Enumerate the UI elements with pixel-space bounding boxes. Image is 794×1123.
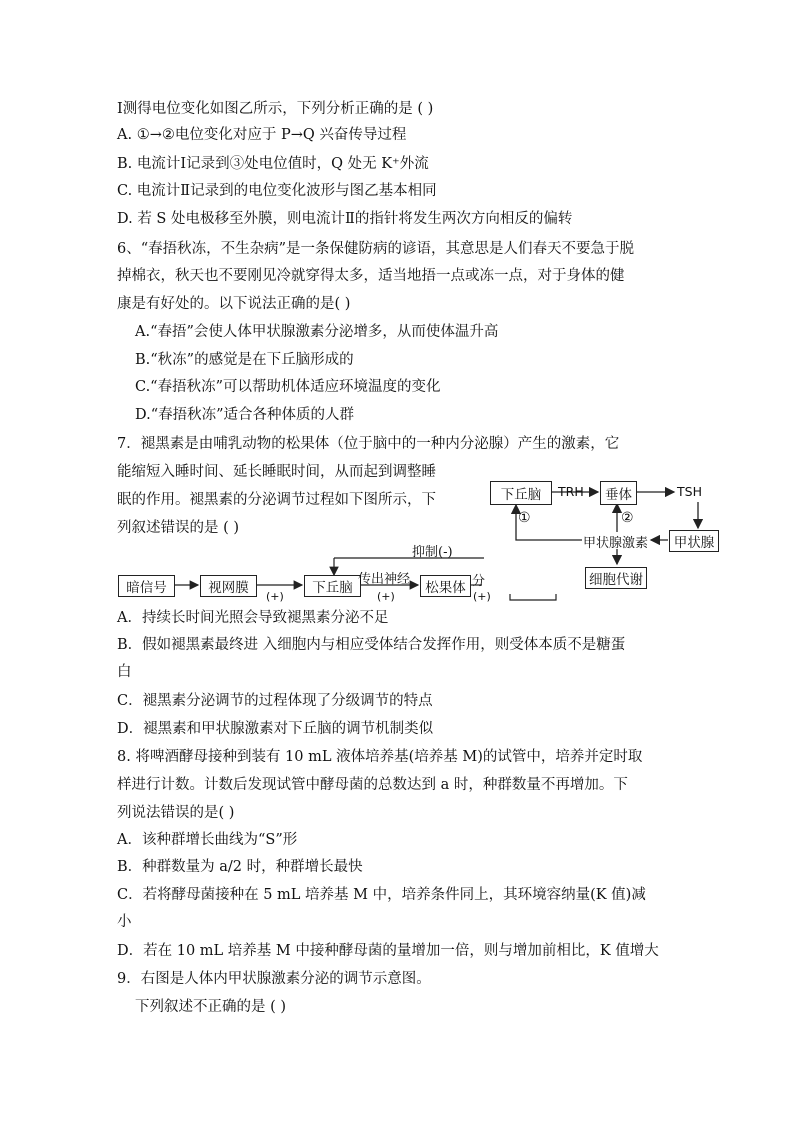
label-circle-1: ①: [518, 510, 531, 526]
question-8-stem: 8. 将啤酒酵母接种到装有 10 mL 液体培养基(培养基 M)的试管中，培养并定时取: [117, 749, 643, 765]
box-thyroid: 甲状腺: [669, 530, 719, 552]
option-d-line: D. 若 S 处电极移至外膜，则电流计Ⅱ的指针将发生两次方向相反的偏转: [117, 211, 573, 227]
question-7-stem: 7．褪黑素是由哺乳动物的松果体（位于脑中的一种内分泌腺）产生的激素，它: [117, 436, 620, 452]
q8-option-c-cont: 小: [117, 914, 132, 930]
box-hypothalamus: 下丘脑: [490, 481, 552, 505]
q8-option-a: A．该种群增长曲线为“S”形: [117, 832, 298, 848]
label-plus-2: (+): [377, 590, 395, 603]
question-9-stem: 9．右图是人体内甲状腺激素分泌的调节示意图。: [117, 971, 431, 987]
box-hypothalamus-2: 下丘脑: [304, 575, 361, 597]
label-efferent-nerve: 传出神经: [358, 572, 411, 587]
q6-option-b: B.“秋冻”的感觉是在下丘脑形成的: [135, 352, 354, 368]
q7-option-a: A．持续长时间光照会导致褪黑素分泌不足: [117, 610, 389, 626]
text-line-1: Ⅰ测得电位变化如图乙所示，下列分析正确的是 ( ): [117, 101, 434, 117]
question-6-stem: 6、“春捂秋冻，不生杂病”是一条保健防病的谚语，其意思是人们春天不要急于脱: [117, 241, 635, 257]
label-inhibition: 抑制(-): [412, 545, 453, 560]
box-dark-signal: 暗信号: [118, 575, 175, 597]
q8-option-c: C．若将酵母菌接种在 5 mL 培养基 M 中，培养条件同上，其环境容纳量(K 值)减: [117, 887, 646, 903]
q8-option-d: D．若在 10 mL 培养基 M 中接种酵母菌的量增加一倍，则与增加前相比，K 值增大: [117, 943, 659, 959]
label-circle-2: ②: [621, 510, 634, 526]
q7-option-c: C．褪黑素分泌调节的过程体现了分级调节的特点: [117, 693, 433, 709]
q8-option-b: B．种群数量为 a/2 时，种群增长最快: [117, 859, 363, 875]
label-plus-3: (+): [473, 590, 491, 603]
label-secretion-fragment: 分: [472, 574, 486, 589]
label-plus-1: (+): [266, 590, 284, 603]
option-c-line: C. 电流计Ⅱ记录到的电位变化波形与图乙基本相同: [117, 183, 437, 199]
question-9-stem-2: 下列叙述不正确的是 ( ): [135, 999, 287, 1015]
secretion-bracket: [510, 594, 556, 600]
question-6-stem-2: 掉棉衣，秋天也不要刚见冷就穿得太多，适当地捂一点或冻一点，对于身体的健: [117, 268, 625, 284]
box-cell-metabolism: 细胞代谢: [585, 567, 647, 589]
question-7-stem-4: 列叙述错误的是 ( ): [117, 520, 240, 536]
question-8-stem-2: 样进行计数。计数后发现试管中酵母菌的总数达到 a 时，种群数量不再增加。下: [117, 777, 628, 793]
q7-option-d: D．褪黑素和甲状腺激素对下丘脑的调节机制类似: [117, 721, 434, 737]
q6-option-c: C.“春捂秋冻”可以帮助机体适应环境温度的变化: [135, 379, 441, 395]
q6-option-a: A.“春捂”会使人体甲状腺激素分泌增多，从而使体温升高: [135, 324, 499, 340]
question-6-stem-3: 康是有好处的。以下说法正确的是( ): [117, 296, 351, 312]
box-pineal-body: 松果体: [420, 575, 471, 597]
question-7-stem-3: 眠的作用。褪黑素的分泌调节过程如下图所示，下: [117, 492, 436, 508]
label-thyroid-hormone: 甲状腺激素: [583, 536, 649, 551]
option-b-line: B. 电流计Ⅰ记录到③处电位值时，Q 处无 K⁺外流: [117, 156, 429, 172]
q7-option-b: B．假如褪黑素最终进 入细胞内与相应受体结合发挥作用，则受体本质不是糖蛋: [117, 637, 626, 653]
question-8-stem-3: 列说法错误的是( ): [117, 805, 235, 821]
option-a-line: A. ①→②电位变化对应于 P→Q 兴奋传导过程: [117, 127, 407, 143]
box-pituitary: 垂体: [600, 481, 637, 505]
question-7-stem-2: 能缩短入睡时间、延长睡眠时间，从而起到调整睡: [117, 464, 436, 480]
label-trh: TRH: [558, 484, 584, 499]
q6-option-d: D.“春捂秋冻”适合各种体质的人群: [135, 407, 355, 423]
q7-option-b-cont: 白: [117, 664, 132, 680]
label-tsh: TSH: [677, 484, 702, 499]
box-retina: 视网膜: [200, 575, 257, 597]
